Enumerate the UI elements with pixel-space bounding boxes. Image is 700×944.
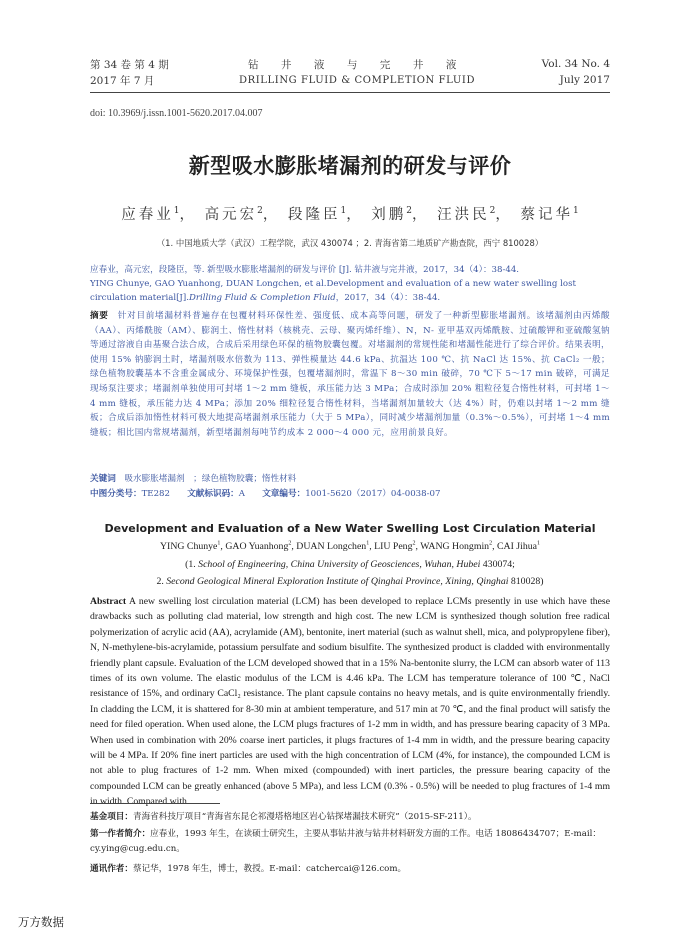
author-list-en [0, 541, 700, 552]
affiliation-zh: （1. 中国地质大学（武汉）工程学院，武汉 430074 ；2. 青海省第二地质矿产勘查院，西宁 810028） [156, 238, 544, 248]
footnote-corresponding-author: 通讯作者：蔡记华，1978 年生，博士，教授。E-mail：catchercai@126.com。 [90, 864, 407, 874]
paper-title-en: Development and Evaluation of a New Water Swelling Lost Circulation Material [104, 522, 596, 535]
affiliation-en-2: 2. Second Geological Mineral Exploration Institute of Qinghai Province, Xining, Qinghai 810028) [156, 576, 544, 587]
abstract-zh [90, 309, 610, 440]
author-en: YING Chunye$^1$, [159, 541, 226, 553]
author-list-zh [0, 203, 700, 224]
abstract-zh-label: 摘要 [90, 311, 109, 321]
footnote-fund: 基金项目：青海省科技厅项目“青海省东昆仑祁漫塔格地区岩心钻探堵漏技术研究”（2015-SF-211）。 [90, 812, 477, 822]
citation-block [90, 263, 610, 305]
author-en: GAO Yuanhong$^2$, [225, 541, 297, 553]
author-zh: 段隆臣$^1$， [287, 206, 364, 223]
volume-zh: 第 34 卷 第 4 期 [90, 58, 169, 71]
header-rule [90, 92, 610, 93]
date-en: July 2017 [559, 74, 610, 86]
affiliation-en-1: (1. School of Engineering, China University of Geosciences, Wuhan, Hubei 430074; [185, 559, 515, 570]
date-zh: 2017 年 7 月 [90, 74, 155, 87]
running-header [90, 56, 610, 88]
abstract-en [90, 594, 610, 810]
keywords-label: 关键词 [90, 474, 116, 484]
author-en: LIU Peng$^2$, [374, 541, 421, 553]
author-zh: 蔡记华$^1$ [520, 206, 579, 223]
volume-en: Vol. 34 No. 4 [541, 58, 610, 70]
citation-zh: 应春业，高元宏，段隆臣，等. 新型吸水膨胀堵漏剂的研发与评价 [J]. 钻井液与完井液，2017，34（4）：38-44. [90, 265, 520, 275]
journal-name-zh: 钻 井 液 与 完 井 液 [247, 58, 463, 71]
author-zh: 应春业$^1$， [121, 206, 197, 223]
keywords-text: 吸水膨胀堵漏剂 ；绿色植物胶囊；惰性材料 [124, 474, 297, 484]
abstract-en-text: A new swelling lost circulation material (LCM) has been developed to replace LCMs presently in use which have these drawbacks such as polluting clad material, low strength and high cost. The new LCM is synthesized though solution free radical polymerization of acrylic acid (AA), acrylamide (AM), bentonite, inert material (such as walnut shell, mica, and polypropylene fiber), N, N-methylene-bis-acrylamide, potassium persulfate and sodium bisulfite. The synthesized product is cladded with environmentally friendly plant capsule. Evaluation of the LCM developed showed that in a 15% Na-bentonite slurry, the LCM can absorb water of 113 times of its own volume. The elastic modulus of the LCM is 4.46 kPa. The LCM has temperature tolerance of 100 ℃, NaCl resistance of 15%, and ordinary CaCl₂ resistance. The plant capsule contains no heavy metals, and is quite environmentally friendly. In cladding the LCM, it is shattered for 8-30 min at ambient temperature, and 517 min at 70 ℃, and the final product will satisfy the need for filed operation. When used alone, the LCM plugs fractures of 1-2 mm in width, and has pressure bearing capacity of 3 MPa. When used in combination with 20% coarse inert particles, it plugs fractures of 1-4 mm in width, and the pressure bearing capacity will be 4 MPa. If 20% fine inert particles are used with the high concentration of LCM (4%, for instance), the compounded LCM is not able to plug fractures of 1-2 mm. When mixed (compounded) with inert particles, the pressure bearing capacity of the compounded LCM can be greatly enhanced (above 5 MPa), and less LCM (0.3% - 0.5%) will be needed to plug fractures of 1-4 mm in width. Compared with [90, 596, 610, 808]
journal-name-en: DRILLING FLUID & COMPLETION FLUID [239, 74, 476, 86]
abstract-zh-text: 针对目前堵漏材料普遍存在包覆材料环保性差、强度低、成本高等问题，研发了一种新型膨胀堵漏剂。该堵漏剂由丙烯酸（AA）、丙烯酰胺（AM）、膨润土、惰性材料（核桃壳、云母、聚丙烯纤维）、N，N- 亚甲基双丙烯酰胺、过硫酸钾和亚硫酸氢钠等通过溶液自由基聚合法合成，合成后采用绿色环保的植物胶囊包覆。对堵漏剂的常规性能和堵漏性能进行了综合评价。结果表明，使用 15% 钠膨润土时，堵漏剂吸水倍数为 113、弹性模量达 44.6 kPa、抗温达 100 ℃、抗 NaCl 达 15%、抗 CaCl₂ 一般；绿色植物胶囊基本不含重金属成分、环境保护性强，包覆堵漏剂时，常温下 8～30 min 破碎，70 ℃下 5～17 min 破碎，可满足现场泵注要求；堵漏剂单独使用可封堵 1～2 mm 缝板，承压能力达 3 MPa；合成时添加 20% 粗粒径复合惰性材料，可封堵 1～4 mm 缝板，承压能力达 4 MPa；添加 20% 细粒径复合惰性材料，当堵漏剂加量较大（达 4%）时，仍难以封堵 1～2 mm 缝板；合成后添加惰性材料可极大地提高堵漏剂承压能力（大于 5 MPa），同时减少堵漏剂加量（0.3%～0.5%），可封堵 1～4 mm 缝板；相比国内常规堵漏剂，新型堵漏剂每吨节约成本 2 000～4 000 元，应用前景良好。 [90, 311, 610, 438]
author-en: WANG Hongmin$^2$, [420, 541, 497, 553]
author-zh: 刘鹏$^2$， [371, 206, 430, 223]
abstract-en-label: Abstract [90, 596, 127, 607]
author-zh: 高元宏$^2$， [204, 206, 281, 223]
doi: doi: 10.3969/j.issn.1001-5620.2017.04.007 [90, 108, 263, 119]
author-zh: 汪洪民$^2$， [437, 206, 513, 223]
citation-en: YING Chunye, GAO Yuanhong, DUAN Longchen, et al.Development and evaluation of a new water swelling lost circulation material[J].Drilling Fluid & Completion Fluid，2017，34（4）：38-44. [90, 279, 576, 303]
keywords-block [90, 472, 610, 502]
paper-title-zh: 新型吸水膨胀堵漏剂的研发与评价 [188, 154, 512, 178]
footnote-rule [90, 803, 220, 804]
wanfang-brand: 万方数据 [18, 915, 64, 929]
author-en: CAI Jihua$^1$ [496, 541, 540, 553]
author-en: DUAN Longchen$^1$, [296, 541, 375, 553]
footnote-first-author: 第一作者简介：应春业，1993 年生，在读硕士研究生，主要从事钻井液与钻井材料研发方面的工作。电话 18086434707；E-mail：cy.ying@cug.edu.cn。 [90, 829, 601, 854]
classification-line: 中图分类号：TE282 文献标识码：A 文章编号：1001-5620（2017）04-0038-07 [90, 489, 441, 499]
